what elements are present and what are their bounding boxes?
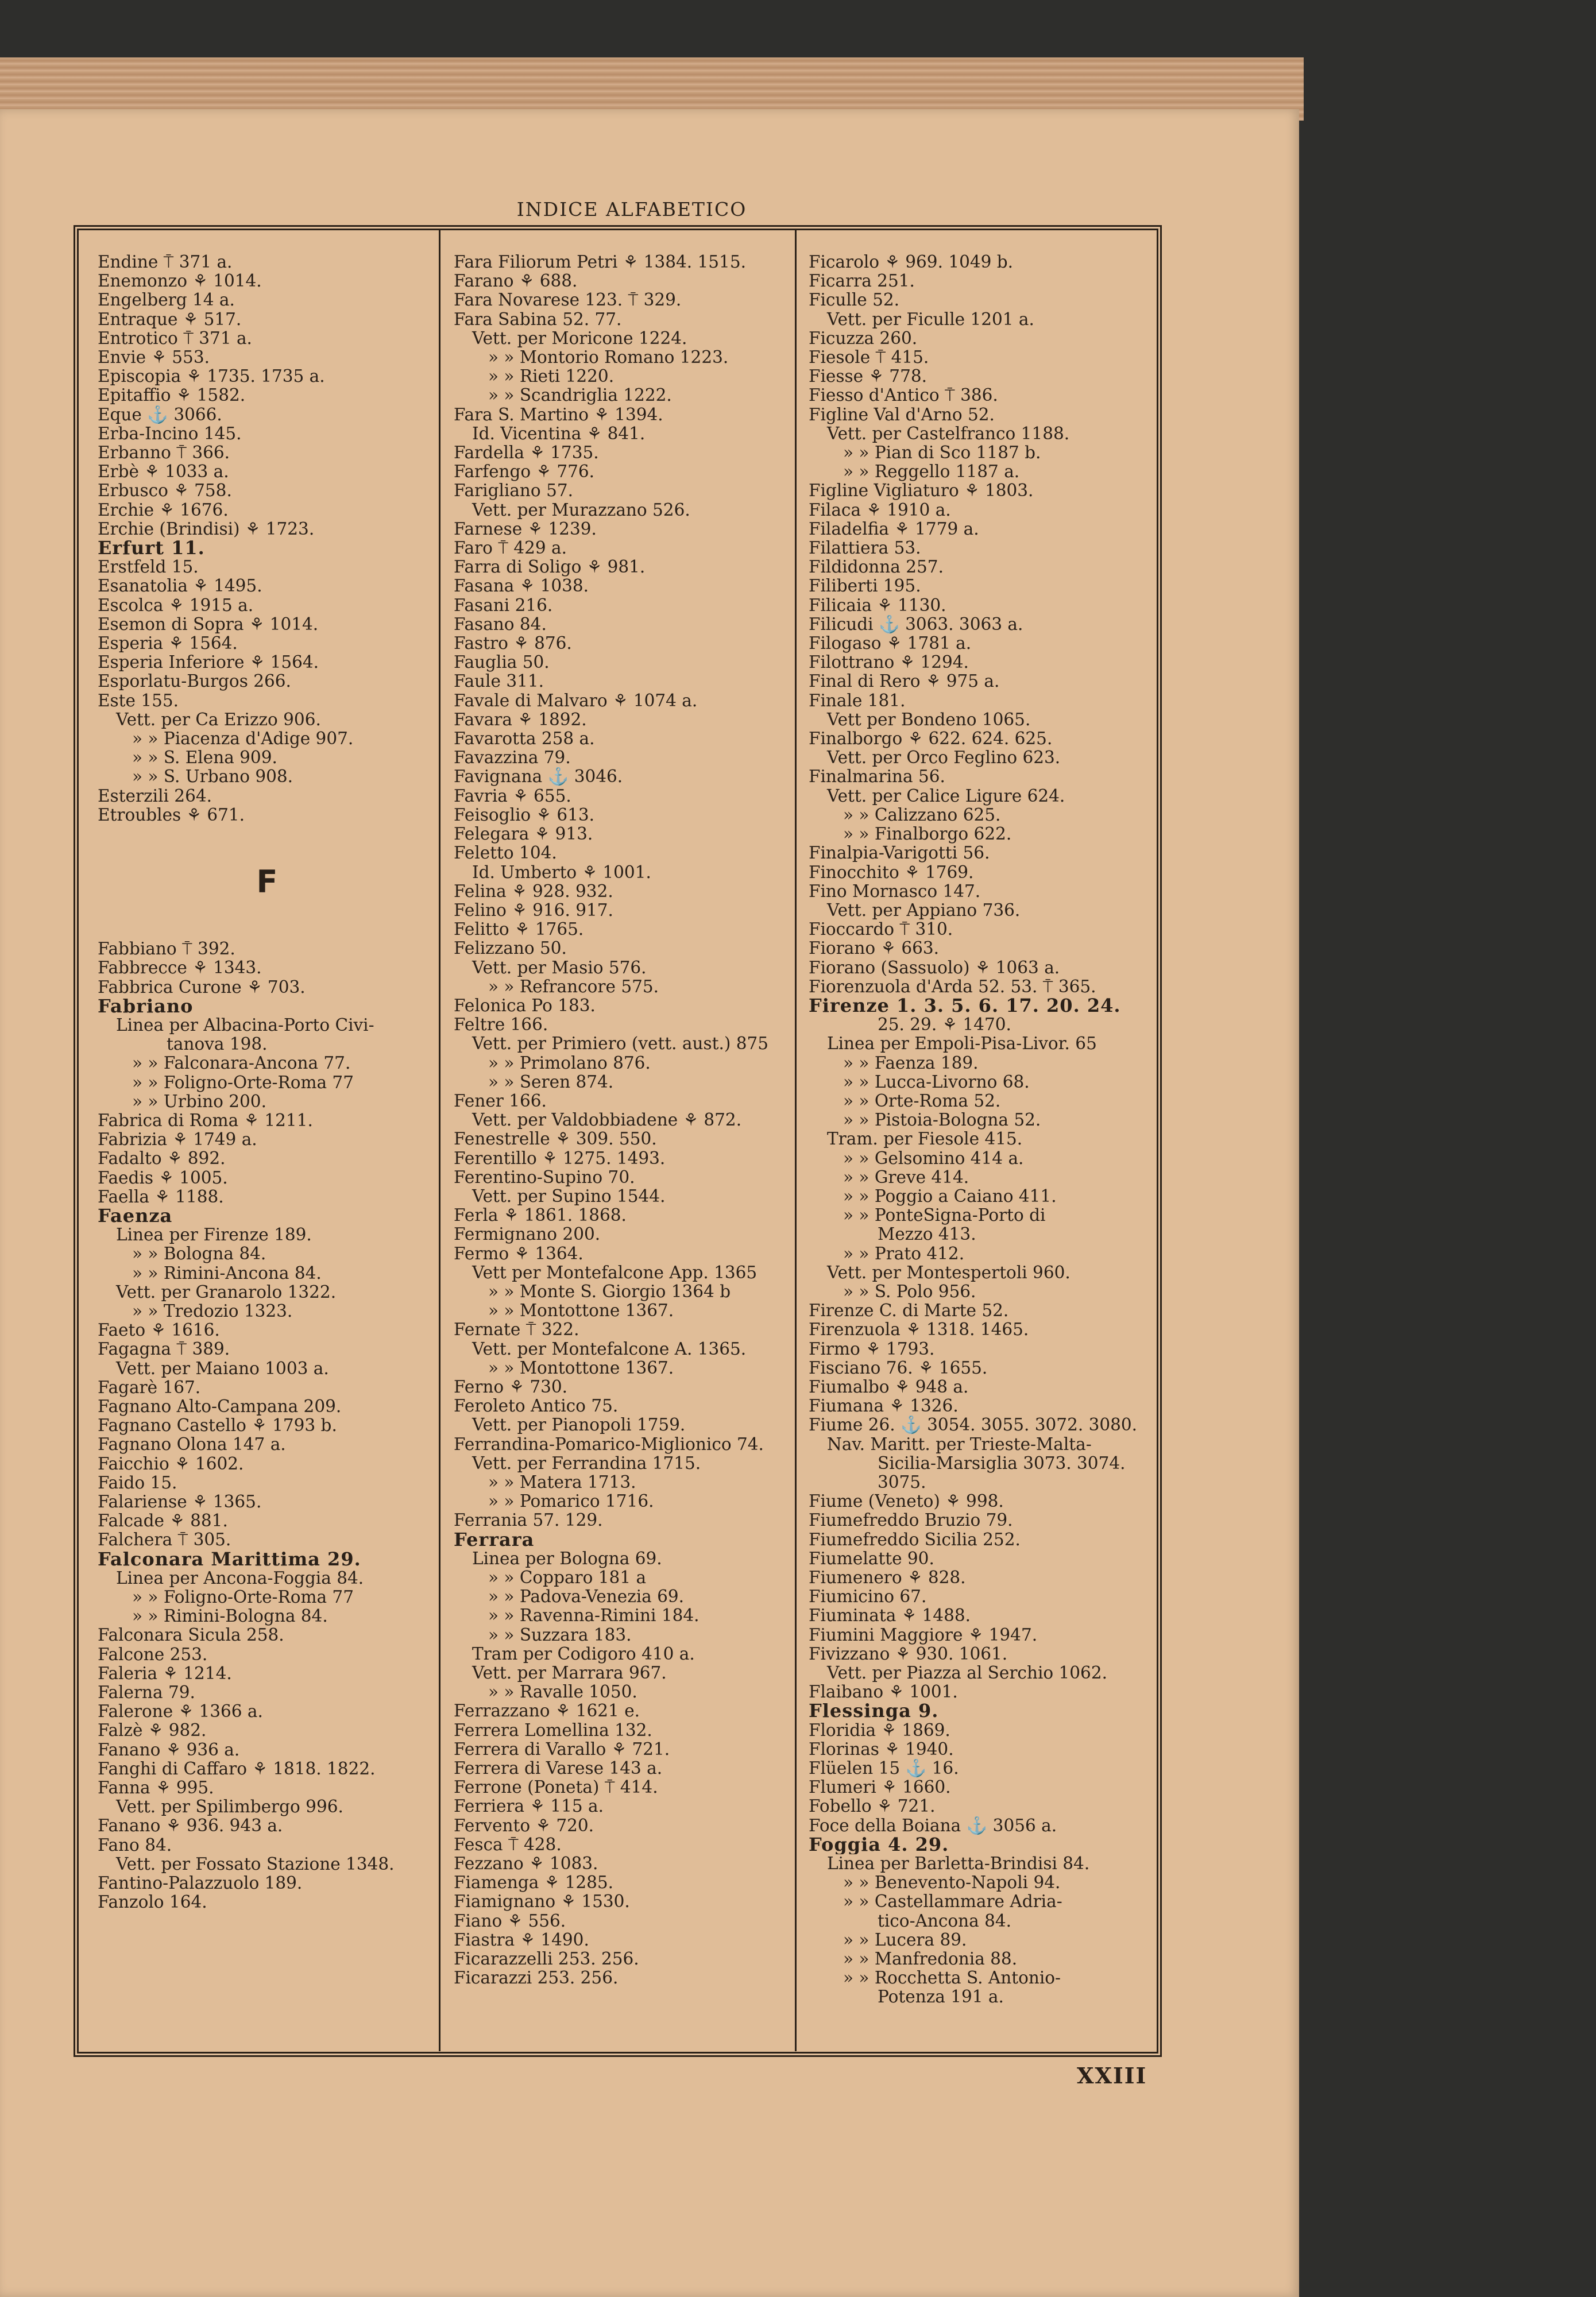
index-entry: Escolca ⚘ 1915 a. [98, 595, 254, 615]
index-entry: Fisciano 76. ⚘ 1655. [809, 1358, 988, 1378]
index-entry: Finocchito ⚘ 1769. [809, 863, 974, 882]
index-entry: Ferentillo ⚘ 1275. 1493. [454, 1148, 666, 1168]
index-entry: Favria ⚘ 655. [454, 786, 571, 806]
index-entry: Vett. per Ferrandina 1715. [472, 1453, 701, 1473]
index-entry: Fiumini Maggiore ⚘ 1947. [809, 1625, 1038, 1645]
index-entry: » » Benevento-Napoli 94. [843, 1873, 1061, 1893]
index-entry: Ferrazzano ⚘ 1621 e. [454, 1702, 640, 1721]
index-entry: Firenze 1. 3. 5. 6. 17. 20. 24. [809, 996, 1121, 1016]
index-entry: Fasani 216. [454, 595, 553, 615]
index-entry: Engelberg 14 a. [98, 291, 235, 310]
index-entry: Fiumenero ⚘ 828. [809, 1568, 966, 1588]
index-entry: » » Bologna 84. [132, 1244, 266, 1264]
index-entry: Vett. per Castelfranco 1188. [827, 424, 1070, 443]
index-entry: Vett. per Masio 576. [472, 958, 647, 977]
index-entry: Felonica Po 183. [454, 996, 596, 1015]
index-entry: Fiume 26. ⚓ 3054. 3055. 3072. 3080. [809, 1416, 1138, 1435]
index-entry: Faule 311. [454, 672, 544, 691]
index-entry: Felina ⚘ 928. 932. [454, 881, 613, 901]
index-entry: Vett. per Marrara 967. [472, 1664, 667, 1683]
index-entry: Falerone ⚘ 1366 a. [98, 1702, 263, 1722]
index-entry: Farigliano 57. [454, 481, 573, 501]
index-entry: » » Refrancore 575. [488, 977, 659, 996]
index-entry: Ficuzza 260. [809, 328, 918, 348]
index-entry: Fabbrica Curone ⚘ 703. [98, 977, 306, 997]
index-entry: Filottrano ⚘ 1294. [809, 653, 969, 672]
index-entry: Florinas ⚘ 1940. [809, 1739, 954, 1759]
index-entry: » » Montottone 1367. [488, 1301, 674, 1321]
index-entry: Fenestrelle ⚘ 309. 550. [454, 1130, 657, 1149]
index-entry: Fagarè 167. [98, 1378, 201, 1397]
index-entry: Fiorano (Sassuolo) ⚘ 1063 a. [809, 958, 1060, 977]
index-entry: » » Padova-Venezia 69. [488, 1587, 685, 1607]
index-entry: Ferrania 57. 129. [454, 1511, 603, 1530]
index-entry: Fabrizia ⚘ 1749 a. [98, 1130, 257, 1150]
index-entry: Fabriano [98, 996, 194, 1016]
index-entry: Falzè ⚘ 982. [98, 1721, 207, 1741]
index-entry: Vett. per Murazzano 526. [472, 500, 690, 520]
index-entry: » » Montorio Romano 1223. [488, 348, 729, 368]
index-entry: Falchera ⍑ 305. [98, 1530, 231, 1550]
index-entry: Fadalto ⚘ 892. [98, 1149, 226, 1169]
index-entry: Vett. per Granarolo 1322. [116, 1282, 337, 1302]
index-entry: Fara Sabina 52. 77. [454, 310, 622, 329]
index-entry: Felizzano 50. [454, 939, 567, 958]
entries [809, 253, 1147, 2007]
index-entry: » » Rieti 1220. [488, 367, 615, 386]
index-entry: Fino Mornasco 147. [809, 881, 981, 901]
index-entry: Finalborgo ⚘ 622. 624. 625. [809, 729, 1053, 749]
index-entry: Este 155. [98, 691, 179, 710]
index-entry: Esperia ⚘ 1564. [98, 634, 238, 653]
index-entry: Vett. per Supino 1544. [472, 1186, 666, 1206]
index-entry: Fiumalbo ⚘ 948 a. [809, 1377, 969, 1397]
column-rule [795, 230, 797, 2051]
index-entry: Final di Rero ⚘ 975 a. [809, 672, 1000, 691]
index-entry: Fermo ⚘ 1364. [454, 1244, 583, 1263]
index-entry: Figline Val d'Arno 52. [809, 405, 995, 424]
index-entry: Faro ⍑ 429 a. [454, 539, 567, 558]
index-entry: Fobello ⚘ 721. [809, 1797, 936, 1816]
index-entry: » » Primolano 876. [488, 1053, 651, 1073]
index-entry: 25. 29. ⚘ 1470. [878, 1015, 1011, 1035]
index-entry: Filaca ⚘ 1910 a. [809, 500, 951, 520]
index-entry: Filadelfia ⚘ 1779 a. [809, 519, 979, 539]
index-entry: » » Rimini-Ancona 84. [132, 1263, 322, 1283]
index-entry: Vett. per Montefalcone A. 1365. [472, 1339, 747, 1359]
index-entry: Firenze C. di Marte 52. [809, 1301, 1009, 1321]
index-entry: Flüelen 15 ⚓ 16. [809, 1759, 959, 1778]
index-entry: Ficarra 251. [809, 272, 915, 291]
index-entry: Ferrera Lomellina 132. [454, 1720, 652, 1740]
index-entry: Fanghi di Caffaro ⚘ 1818. 1822. [98, 1759, 376, 1778]
index-entry: » » Copparo 181 a [488, 1568, 647, 1588]
index-entry: » » Ravenna-Rimini 184. [488, 1606, 700, 1626]
index-entry: Fermignano 200. [454, 1225, 601, 1244]
index-entry: Erchie (Brindisi) ⚘ 1723. [98, 519, 315, 539]
index-entry: Fanano ⚘ 936 a. [98, 1740, 240, 1760]
index-entry: » » S. Polo 956. [843, 1282, 976, 1301]
index-entry: Fiesole ⍑ 415. [809, 348, 929, 368]
running-head: INDICE ALFABETICO [516, 198, 747, 221]
index-entry: » » Tredozio 1323. [132, 1301, 293, 1321]
index-entry: Finale 181. [809, 691, 906, 710]
index-entry: Fiamignano ⚘ 1530. [454, 1892, 630, 1912]
index-entry: Vett. per Ficulle 1201 a. [827, 310, 1034, 329]
index-entry: Fabbiano ⍑ 392. [98, 939, 235, 959]
index-entry: Felitto ⚘ 1765. [454, 920, 584, 939]
index-entry: Ferentino-Supino 70. [454, 1167, 635, 1187]
index-entry: » » Urbino 200. [132, 1092, 266, 1111]
index-entry: » » Rocchetta S. Antonio- [843, 1969, 1061, 1988]
index-entry: Fervento ⚘ 720. [454, 1816, 594, 1835]
index-entry: Linea per Barletta-Brindisi 84. [827, 1854, 1090, 1874]
index-entry: Fiesse ⚘ 778. [809, 367, 927, 386]
index-entry: Fiesso d'Antico ⍑ 386. [809, 386, 998, 405]
index-entry: Falerna 79. [98, 1683, 195, 1703]
index-entry: Entrotico ⍑ 371 a. [98, 328, 252, 348]
index-entry: » » Pomarico 1716. [488, 1492, 654, 1511]
index-entry: Linea per Ancona-Foggia 84. [116, 1568, 364, 1588]
index-entry: Vett. per Piazza al Serchio 1062. [827, 1664, 1107, 1683]
index-entry: Esperia Inferiore ⚘ 1564. [98, 653, 319, 672]
index-entry: Erbusco ⚘ 758. [98, 481, 232, 501]
index-entry: Entraque ⚘ 517. [98, 310, 242, 329]
index-entry: Vett. per Primiero (vett. aust.) 875 [472, 1034, 769, 1054]
index-entry: Favarotta 258 a. [454, 729, 595, 749]
index-entry: Ficarazzelli 253. 256. [454, 1950, 639, 1969]
index-entry: Faicchio ⚘ 1602. [98, 1454, 244, 1474]
index-entry: » » Seren 874. [488, 1072, 614, 1092]
index-entry: Filicudi ⚓ 3063. 3063 a. [809, 614, 1023, 634]
index-entry: Fabrica di Roma ⚘ 1211. [98, 1111, 313, 1130]
index-entry: » » Piacenza d'Adige 907. [132, 729, 354, 749]
index-entry: Fiumana ⚘ 1326. [809, 1397, 959, 1416]
index-entry: Fanna ⚘ 995. [98, 1778, 214, 1798]
index-entry: Vett. per Fossato Stazione 1348. [116, 1854, 395, 1874]
index-entry: Fagnano Alto-Campana 209. [98, 1397, 342, 1416]
index-entry: Feltre 166. [454, 1015, 548, 1035]
index-entry: tanova 198. [167, 1035, 268, 1054]
index-entry: » » S. Elena 909. [132, 748, 277, 768]
index-entry: » » Greve 414. [843, 1167, 969, 1187]
index-entry: Feroleto Antico 75. [454, 1397, 619, 1416]
index-entry: Fiumicino 67. [809, 1587, 927, 1607]
index-entry: Falcade ⚘ 881. [98, 1511, 228, 1531]
index-entry: Fano 84. [98, 1835, 172, 1855]
index-entry: Fara Novarese 123. ⍑ 329. [454, 291, 682, 310]
index-entry: Esanatolia ⚘ 1495. [98, 577, 262, 596]
index-entry: » » Matera 1713. [488, 1473, 636, 1492]
index-entry: Fesca ⍑ 428. [454, 1835, 562, 1854]
index-entry: Faenza [98, 1206, 173, 1226]
index-entry: Fiorenzuola d'Arda 52. 53. ⍑ 365. [809, 977, 1096, 996]
index-entry: Ficulle 52. [809, 291, 900, 310]
index-entry: Vett. per Appiano 736. [827, 900, 1021, 920]
index-entry: Farnese ⚘ 1239. [454, 519, 597, 539]
index-entry: Fanzolo 164. [98, 1893, 207, 1912]
index-entry: Id. Vicentina ⚘ 841. [472, 424, 646, 443]
index-entry: Floridia ⚘ 1869. [809, 1720, 950, 1740]
index-entry: Linea per Bologna 69. [472, 1549, 662, 1568]
index-entry: Filattiera 53. [809, 539, 921, 558]
index-entry: Etroubles ⚘ 671. [98, 805, 245, 825]
index-entry: Fiamenga ⚘ 1285. [454, 1873, 614, 1893]
index-entry: Linea per Empoli-Pisa-Livor. 65 [827, 1034, 1097, 1054]
index-entry: Fiumefreddo Sicilia 252. [809, 1530, 1021, 1549]
index-entry: Ferrone (Poneta) ⍑ 414. [454, 1778, 658, 1797]
index-entry: Id. Umberto ⚘ 1001. [472, 863, 651, 882]
index-entry: Erchie ⚘ 1676. [98, 500, 229, 520]
index-entry: » » Castellammare Adria- [843, 1892, 1062, 1912]
index-column-2 [454, 253, 793, 2044]
index-entry: Vett. per Montespertoli 960. [827, 1263, 1071, 1282]
index-entry: Falconara Sicula 258. [98, 1626, 284, 1645]
index-entry: Ferno ⚘ 730. [454, 1377, 568, 1397]
index-entry: Potenza 191 a. [878, 1987, 1004, 2007]
index-column-1 [98, 253, 436, 2044]
index-entry: Erbanno ⍑ 366. [98, 443, 230, 463]
index-entry: » » S. Urbano 908. [132, 767, 293, 787]
index-entry: Erba-Incino 145. [98, 424, 242, 443]
index-entry: Fezzano ⚘ 1083. [454, 1854, 598, 1874]
index-entry: Fiumelatte 90. [809, 1549, 934, 1568]
index-entry: Faella ⚘ 1188. [98, 1187, 224, 1206]
index-entry: Vett per Montefalcone App. 1365 [472, 1263, 758, 1282]
index-entry: » » Monte S. Giorgio 1364 b [488, 1282, 731, 1301]
index-entry: Fantino-Palazzuolo 189. [98, 1874, 303, 1893]
index-entry: Enemonzo ⚘ 1014. [98, 272, 262, 291]
index-entry: Vett. per Ca Erizzo 906. [116, 710, 321, 729]
index-entry: Endine ⍑ 371 a. [98, 253, 233, 272]
index-entry: Felegara ⚘ 913. [454, 825, 593, 844]
index-entry: Fauglia 50. [454, 653, 550, 672]
index-entry: Envie ⚘ 553. [98, 348, 210, 368]
index-entry: Favazzina 79. [454, 748, 571, 768]
index-entry: » » Pistoia-Bologna 52. [843, 1111, 1041, 1130]
index-entry: Fioccardo ⍑ 310. [809, 920, 953, 939]
index-entry: Falconara Marittima 29. [98, 1549, 361, 1569]
index-entry: Sicilia-Marsiglia 3073. 3074. [878, 1453, 1126, 1473]
index-entry: Fanano ⚘ 936. 943 a. [98, 1816, 283, 1836]
index-entry: Vett. per Maiano 1003 a. [116, 1359, 329, 1378]
index-entry: Linea per Albacina-Porto Civi- [116, 1015, 374, 1035]
index-entry: Esporlatu-Burgos 266. [98, 672, 291, 691]
index-entry: » » Scandriglia 1222. [488, 386, 672, 405]
index-entry: Fasana ⚘ 1038. [454, 577, 589, 596]
index-entry: » » Falconara-Ancona 77. [132, 1054, 351, 1073]
index-entry: Filogaso ⚘ 1781 a. [809, 634, 972, 653]
index-entry: Vett per Bondeno 1065. [827, 710, 1031, 729]
index-entry: Filicaia ⚘ 1130. [809, 595, 946, 615]
column-rule [439, 230, 440, 2051]
index-entry: Firenzuola ⚘ 1318. 1465. [809, 1320, 1029, 1340]
index-entry: Erstfeld 15. [98, 558, 199, 577]
index-entry: Tram. per Fiesole 415. [827, 1130, 1023, 1149]
index-entry: Favignana ⚓ 3046. [454, 767, 623, 787]
index-entry: Faleria ⚘ 1214. [98, 1664, 232, 1683]
index-entry: Faido 15. [98, 1473, 177, 1492]
index-entry: Finalpia-Varigotti 56. [809, 844, 990, 863]
index-entry: Fivizzano ⚘ 930. 1061. [809, 1644, 1008, 1664]
index-entry: Faeto ⚘ 1616. [98, 1321, 220, 1340]
index-entry: Foce della Boiana ⚓ 3056 a. [809, 1816, 1057, 1835]
index-entry: » » Prato 412. [843, 1244, 965, 1263]
index-entry: Farfengo ⚘ 776. [454, 462, 595, 482]
index-entry: » » Rimini-Bologna 84. [132, 1607, 328, 1626]
index-entry: Fiorano ⚘ 663. [809, 939, 939, 958]
index-entry: » » Suzzara 183. [488, 1625, 632, 1645]
index-entry: » » Pian di Sco 1187 b. [843, 443, 1041, 463]
index-entry: Tram per Codigoro 410 a. [472, 1644, 695, 1664]
entries-e [98, 253, 436, 825]
index-entry: Felino ⚘ 916. 917. [454, 900, 613, 920]
index-entry: Favale di Malvaro ⚘ 1074 a. [454, 691, 698, 710]
index-entry: Feisoglio ⚘ 613. [454, 805, 595, 825]
index-entry: Ficarolo ⚘ 969. 1049 b. [809, 253, 1014, 272]
index-entry: Falcone 253. [98, 1645, 208, 1664]
index-entry: » » PonteSigna-Porto di [843, 1206, 1046, 1225]
index-entry: Fiano ⚘ 556. [454, 1911, 566, 1931]
index-entry: Vett. per Orco Feglino 623. [827, 748, 1061, 768]
index-entry: » » Lucca-Livorno 68. [843, 1072, 1030, 1092]
index-entry: » » Finalborgo 622. [843, 825, 1012, 844]
index-entry: Flessinga 9. [809, 1702, 939, 1721]
index-entry: Erbè ⚘ 1033 a. [98, 462, 229, 482]
index-entry: » » Lucera 89. [843, 1930, 967, 1950]
index-entry: » » Foligno-Orte-Roma 77 [132, 1073, 354, 1092]
index-entry: Epitaffio ⚘ 1582. [98, 386, 246, 405]
index-entry: Vett. per Moricone 1224. [472, 328, 687, 348]
index-entry: Ferrera di Varallo ⚘ 721. [454, 1739, 670, 1759]
index-entry: Fabbrecce ⚘ 1343. [98, 958, 262, 978]
index-entry: » » Poggio a Caiano 411. [843, 1186, 1057, 1206]
index-entry: Fara S. Martino ⚘ 1394. [454, 405, 663, 424]
index-entry: Mezzo 413. [878, 1225, 976, 1244]
index-entry: Episcopia ⚘ 1735. 1735 a. [98, 367, 325, 386]
index-entry: Eque ⚓ 3066. [98, 405, 222, 424]
index-entry: Fernate ⍑ 322. [454, 1320, 579, 1340]
index-entry: Fiumefreddo Bruzio 79. [809, 1511, 1013, 1530]
index-entry: » » Foligno-Orte-Roma 77 [132, 1588, 354, 1607]
index-entry: » » Calizzano 625. [843, 805, 1001, 825]
index-entry: Figline Vigliaturo ⚘ 1803. [809, 481, 1034, 501]
index-entry: Ferriera ⚘ 115 a. [454, 1797, 604, 1816]
index-column-3 [809, 253, 1147, 2044]
index-entry: Nav. Maritt. per Trieste-Malta- [827, 1434, 1092, 1454]
index-entry: Farano ⚘ 688. [454, 272, 578, 291]
index-entry: Fardella ⚘ 1735. [454, 443, 599, 463]
index-entry: Faedis ⚘ 1005. [98, 1168, 228, 1188]
index-entry: Fasano 84. [454, 614, 547, 634]
index-entry: Fiume (Veneto) ⚘ 998. [809, 1492, 1004, 1511]
index-entry: Foggia 4. 29. [809, 1835, 949, 1855]
index-entry: Fagnano Castello ⚘ 1793 b. [98, 1416, 337, 1436]
index-entry: Vett. per Spilimbergo 996. [116, 1797, 343, 1817]
index-entry: Fiastra ⚘ 1490. [454, 1930, 589, 1950]
index-entry: » » Orte-Roma 52. [843, 1091, 1001, 1111]
index-entry: Fagnano Olona 147 a. [98, 1435, 286, 1455]
index-entry: Ferrandina-Pomarico-Miglionico 74. [454, 1434, 764, 1454]
page-number: XXIII [1077, 2063, 1147, 2089]
index-entry: Flumeri ⚘ 1660. [809, 1778, 951, 1797]
index-entry: Esemon di Sopra ⚘ 1014. [98, 614, 319, 634]
index-entry: Fildidonna 257. [809, 558, 944, 577]
index-entry: Fener 166. [454, 1091, 547, 1111]
entries [454, 253, 793, 1987]
index-entry: Linea per Firenze 189. [116, 1225, 312, 1245]
index-entry: Feletto 104. [454, 844, 557, 863]
index-entry: » » Gelsomino 414 a. [843, 1148, 1024, 1168]
index-entry: 3075. [878, 1473, 926, 1492]
index-entry: Finalmarina 56. [809, 767, 945, 787]
index-entry: Fara Filiorum Petri ⚘ 1384. 1515. [454, 253, 746, 272]
index-entry: Flaibano ⚘ 1001. [809, 1683, 958, 1702]
index-entry: » » Ravalle 1050. [488, 1683, 637, 1702]
index-entry: Firmo ⚘ 1793. [809, 1339, 935, 1359]
index-entry: Vett. per Calice Ligure 624. [827, 786, 1065, 806]
index-entry: Fagagna ⍑ 389. [98, 1340, 230, 1359]
index-entry: Ferrera di Varese 143 a. [454, 1759, 663, 1778]
index-entry: Erfurt 11. [98, 539, 205, 558]
index-entry: Filiberti 195. [809, 577, 921, 596]
index-entry: Farra di Soligo ⚘ 981. [454, 558, 646, 577]
index-entry: Vett. per Pianopoli 1759. [472, 1416, 686, 1435]
index-entry: » » Montottone 1367. [488, 1358, 674, 1378]
index-entry: Fastro ⚘ 876. [454, 634, 572, 653]
index-entry: » » Reggello 1187 a. [843, 462, 1020, 482]
section-letter: F [256, 864, 278, 900]
index-entry: Ferla ⚘ 1861. 1868. [454, 1206, 627, 1225]
index-entry: Ficarazzi 253. 256. [454, 1969, 619, 1988]
index-entry: Esterzili 264. [98, 786, 212, 806]
index-entry: Vett. per Valdobbiadene ⚘ 872. [472, 1111, 742, 1130]
index-entry: Favara ⚘ 1892. [454, 710, 587, 729]
index-entry: Ferrara [454, 1530, 535, 1549]
index-entry: Falariense ⚘ 1365. [98, 1492, 262, 1511]
index-entry: Fiuminata ⚘ 1488. [809, 1606, 971, 1626]
index-entry: » » Manfredonia 88. [843, 1950, 1018, 1969]
index-entry: tico-Ancona 84. [878, 1911, 1012, 1931]
entries-f [98, 939, 436, 1912]
index-entry: » » Faenza 189. [843, 1053, 979, 1073]
